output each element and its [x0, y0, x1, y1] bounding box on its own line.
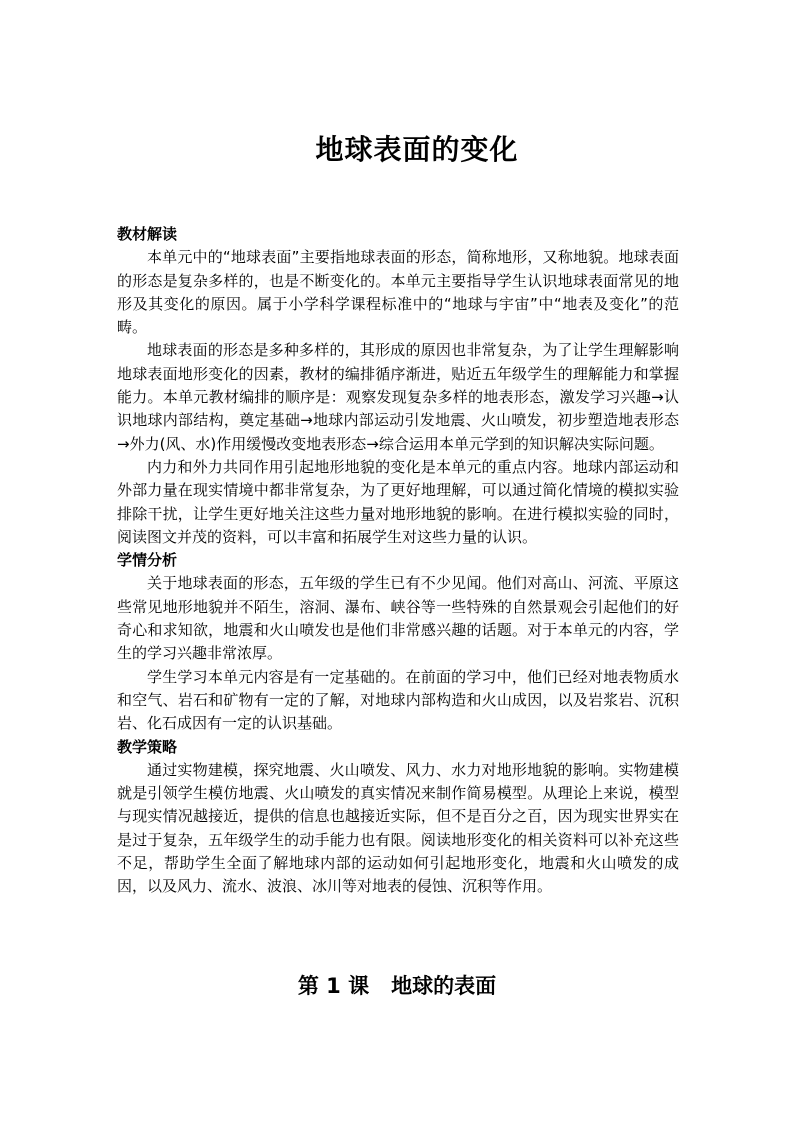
section-student-analysis: [117, 549, 679, 735]
paragraph: 通过实物建模，探究地震、火山喷发、风力、水力对地形地貌的影响。实物建模就是引领学生模仿地震、火山喷发的真实情况来制作简易模型。从理论上来说，模型与现实情况越接近，提供的信息也越接近实际，但不是百分之百，因为现实世界实在是过于复杂，五年级学生的动手能力也有限。阅读地形变化的相关资料可以补充这些不足，帮助学生全面了解地球内部的运动如何引起地形变化，地震和火山喷发的成因，以及风力、流水、波浪、冰川等对地表的侵蚀、沉积等作用。: [117, 760, 679, 896]
section-heading: 教材解读: [117, 225, 178, 243]
section-heading: 学情分析: [117, 551, 178, 570]
lesson-title: [0, 970, 794, 1000]
lesson-number: 第 1 课: [297, 974, 370, 998]
paragraph: 地球表面的形态是多种多样的，其形成的原因也非常复杂，为了让学生理解影响地球表面地形变化的因素，教材的编排循序渐进，贴近五年级学生的理解能力和掌握能力。本单元教材编排的顺序是：观察发现复杂多样的地表形态，激发学习兴趣→认识地球内部结构，奠定基础→地球内部运动引发地震、火山喷发，初步塑造地表形态→外力(风、水)作用缓慢改变地表形态→综合运用本单元学到的知识解决实际问题。: [117, 341, 679, 453]
paragraph: 关于地球表面的形态，五年级的学生已有不少见闻。他们对高山、河流、平原这些常见地形地貌并不陌生，溶洞、瀑布、峡谷等一些特殊的自然景观会引起他们的好奇心和求知欲，地震和火山喷发也是他们非常感兴趣的话题。对于本单元的内容，学生的学习兴趣非常浓厚。: [117, 574, 679, 663]
paragraph: 本单元中的“地球表面”主要指地球表面的形态，简称地形，又称地貌。地球表面的形态是复杂多样的，也是不断变化的。本单元主要指导学生认识地球表面常见的地形及其变化的原因。属于小学科学课程标准中的“地球与宇宙”中“地表及变化”的范畴。: [117, 248, 679, 337]
section-heading: 教学策略: [117, 737, 178, 756]
document-body: [117, 223, 679, 899]
paragraph: 学生学习本单元内容是有一定基础的。在前面的学习中，他们已经对地表物质水和空气、岩石和矿物有一定的了解，对地球内部构造和火山成因，以及岩浆岩、沉积岩、化石成因有一定的认识基础。: [117, 667, 679, 733]
section-textbook-analysis: [117, 223, 679, 549]
section-teaching-strategy: [117, 736, 679, 899]
lesson-name: 地球的表面: [391, 974, 497, 998]
page-title: 地球表面的变化: [315, 133, 519, 166]
paragraph: 内力和外力共同作用引起地形地貌的变化是本单元的重点内容。地球内部运动和外部力量在现实情境中都非常复杂，为了更好地理解，可以通过简化情境的模拟实验排除干扰，让学生更好地关注这些力量对地形地貌的影响。在进行模拟实验的同时，阅读图文并茂的资料，可以丰富和拓展学生对这些力量的认识。: [117, 457, 679, 546]
